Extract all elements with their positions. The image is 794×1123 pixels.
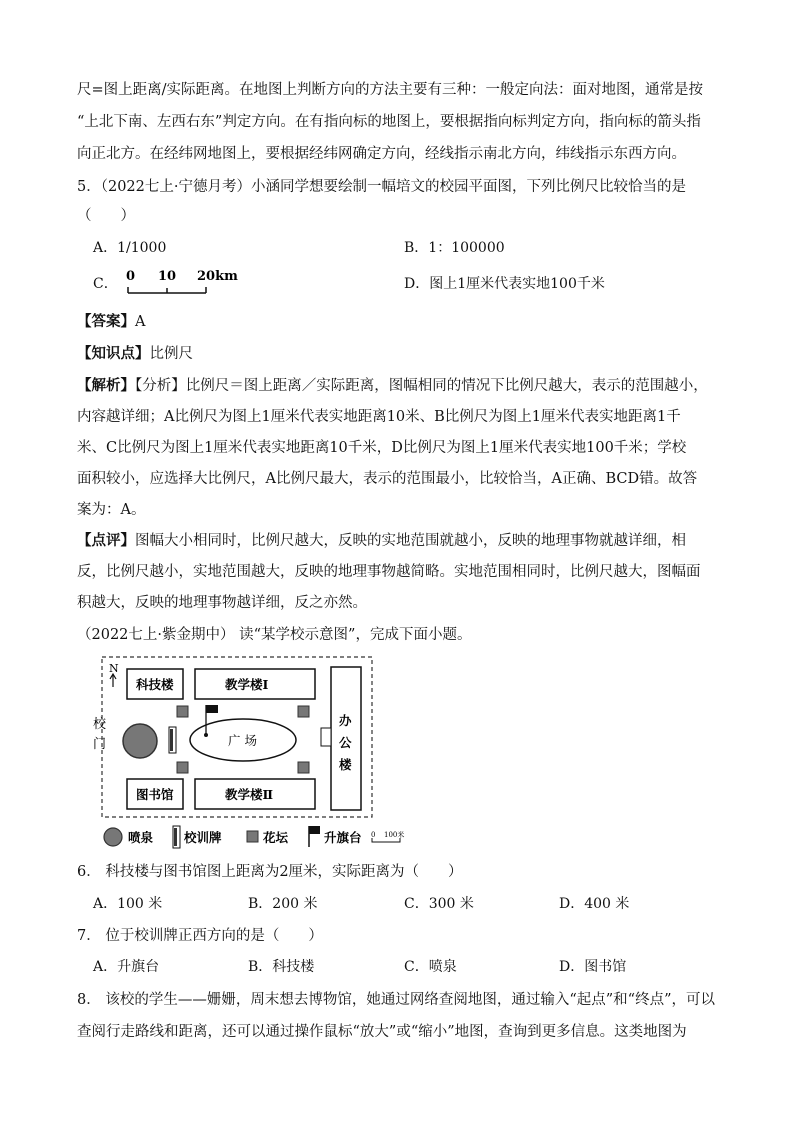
q7-option-c: C．喷泉 — [404, 959, 457, 975]
flag — [206, 705, 218, 713]
q5-stem-paren: （ ） — [77, 208, 135, 224]
q5-stem: 5．（2022七上·宁德月考）小涵同学想要绘制一幅培文的校园平面图，下列比例尺比较恰当的是 — [77, 179, 686, 195]
q5-comment-line-3: 积越大，反映的地理事物越详细，反之亦然。 — [77, 595, 367, 611]
scale-tick-20km: 20km — [197, 269, 238, 284]
q5-comment-line-1 — [77, 531, 686, 551]
teaching-building-2-label: 教学楼Ⅱ — [225, 787, 274, 802]
fountain — [123, 724, 157, 758]
q5-option-d: D．图上1厘米代表实地100千米 — [404, 276, 605, 292]
tech-building-label: 科技楼 — [136, 677, 174, 692]
q8-line-1: 8． 该校的学生——姗姗，周末想去博物馆，她通过网络查阅地图，通过输入“起点”和“终点”，可以 — [77, 992, 715, 1008]
q6-option-a: A．100 米 — [93, 896, 163, 912]
q6-option-c: C．300 米 — [404, 896, 474, 912]
q6-option-d: D．400 米 — [559, 896, 630, 912]
library-label: 图书馆 — [136, 787, 174, 802]
office-entrance — [321, 728, 331, 746]
q5-analysis-line-5: 案为：A。 — [77, 502, 146, 518]
legend-motto-icon-stripe — [174, 828, 177, 846]
q5-option-b: B．1：100000 — [404, 240, 505, 256]
q5-analysis-line-1 — [77, 376, 708, 396]
q5-option-c-label: C． — [93, 276, 118, 292]
q5-comment-line-2: 反，比例尺越小，实地范围越大，反映的地理事物越简略。实地范围相同时，比例尺越大，图幅面 — [77, 564, 701, 580]
square-label: 广 场 — [228, 733, 257, 748]
group-intro: （2022七上·紫金期中） 读“某学校示意图”，完成下面小题。 — [77, 627, 472, 643]
legend-flowerbed-label: 花坛 — [263, 830, 289, 845]
legend-flag-label: 升旗台 — [324, 830, 362, 845]
q5-option-c-scale-bar — [124, 266, 244, 296]
comment-tag: 【点评】 — [77, 532, 135, 549]
office-label-3: 楼 — [339, 757, 352, 772]
flowerbed-se — [298, 762, 309, 773]
north-arrow-icon — [110, 674, 116, 687]
school-motto-board-stripe — [170, 729, 173, 751]
q6-stem: 6． 科技楼与图书馆图上距离为2厘米，实际距离为（ ） — [77, 864, 463, 880]
q7-option-a: A．升旗台 — [93, 959, 160, 975]
north-label: N — [109, 662, 119, 675]
legend-fountain-icon — [104, 828, 122, 846]
q5-analysis-line-4: 面积较小，应选择大比例尺，A比例尺最大，表示的范围最小，比较恰当，A正确、BCD错。故答 — [77, 471, 698, 487]
intro-line-2: “上北下南、左西右东”判定方向。在有指向标的地图上，要根据指向标判定方向，指向标的箭头指 — [77, 114, 701, 130]
office-label-2: 公 — [339, 735, 352, 750]
teaching-building-1-label: 教学楼Ⅰ — [225, 677, 269, 692]
q8-line-2: 查阅行走路线和距离，还可以通过操作鼠标“放大”或“缩小”地图，查询到更多信息。这类地图为 — [77, 1024, 687, 1040]
legend-motto-label: 校训牌 — [184, 830, 222, 845]
legend-scale-zero: 0 — [371, 831, 376, 839]
q7-option-d: D．图书馆 — [559, 959, 627, 975]
analysis-text-1: 【分析】比例尺＝图上距离／实际距离，图幅相同的情况下比例尺越大，表示的范围越小， — [135, 378, 708, 394]
school-map — [88, 655, 408, 855]
comment-text-1: 图幅大小相同时，比例尺越大，反映的实地范围就越小，反映的地理事物就越详细，相 — [135, 533, 686, 549]
knowledge-tag: 【知识点】 — [77, 345, 150, 362]
gate-label-2: 门 — [93, 737, 107, 752]
flowerbed-nw — [177, 706, 188, 717]
legend-scale-value: 100米 — [384, 831, 405, 839]
scale-line — [128, 287, 206, 293]
flowerbed-sw — [177, 762, 188, 773]
analysis-tag: 【解析】 — [77, 377, 135, 394]
q6-option-b: B．200 米 — [248, 896, 318, 912]
q7-stem: 7． 位于校训牌正西方向的是（ ） — [77, 928, 323, 944]
q7-option-b: B．科技楼 — [248, 959, 315, 975]
flagpole-base — [204, 733, 208, 737]
gate-label-1: 校 — [93, 717, 107, 732]
office-label-1: 办 — [339, 713, 352, 728]
knowledge-value: 比例尺 — [149, 346, 193, 362]
q5-analysis-line-3: 米、C比例尺为图上1厘米代表实地距离10千米，D比例尺为图上1厘米代表实地100千米；学校 — [77, 440, 687, 456]
legend-flag-icon — [309, 826, 320, 834]
intro-line-3: 向正北方。在经纬网地图上，要根据经纬网确定方向，经线指示南北方向，纬线指示东西方向。 — [77, 146, 686, 162]
legend-flowerbed-icon — [247, 831, 258, 842]
scale-tick-10: 10 — [158, 269, 177, 284]
scale-tick-0: 0 — [126, 269, 136, 284]
legend-fountain-label: 喷泉 — [128, 830, 154, 845]
q5-knowledge — [77, 344, 193, 364]
q5-option-a: A．1/1000 — [93, 240, 167, 256]
q5-analysis-line-2: 内容越详细；A比例尺为图上1厘米代表实地距离10米、B比例尺为图上1厘米代表实地距离1千 — [77, 409, 681, 425]
intro-line-1: 尺=图上距离/实际距离。在地图上判断方向的方法主要有三种：一般定向法：面对地图，通常是按 — [77, 82, 704, 98]
q5-answer — [77, 312, 145, 332]
answer-value: A — [135, 314, 146, 330]
answer-tag: 【答案】 — [77, 313, 135, 330]
flowerbed-ne — [298, 706, 309, 717]
